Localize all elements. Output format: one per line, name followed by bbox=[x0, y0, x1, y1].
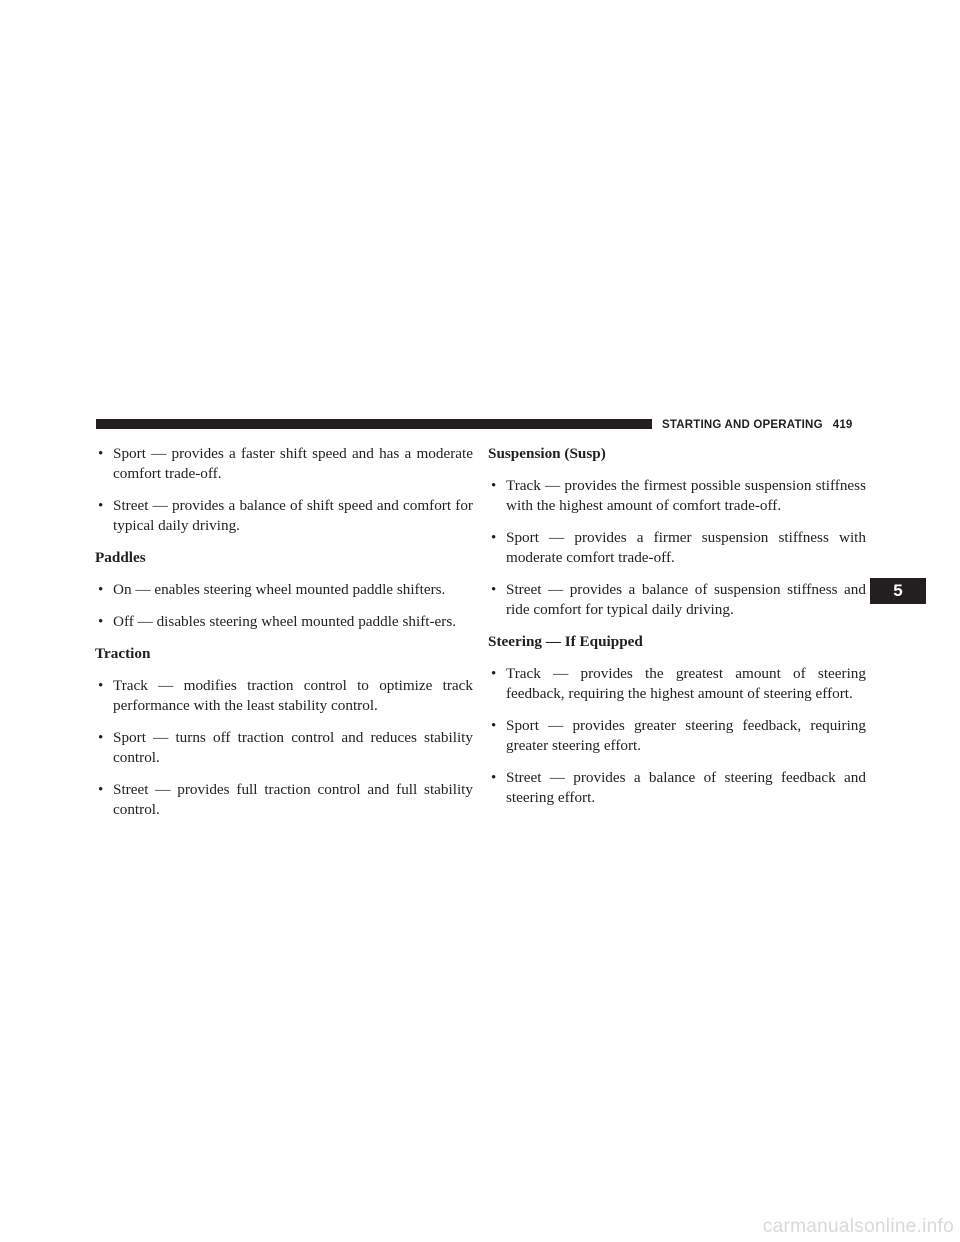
list-item: • Track — provides the greatest amount of steering feedback, requiring the highest amount of steering effort. bbox=[491, 665, 866, 702]
bullet-icon: • bbox=[98, 582, 104, 598]
bullet-icon: • bbox=[98, 678, 104, 694]
list-item: • Sport — provides a faster shift speed and has a moderate comfort trade-off. bbox=[98, 445, 473, 482]
bullet-icon: • bbox=[98, 614, 104, 630]
list-item: • Street — provides a balance of shift speed and comfort for typical daily driving. bbox=[98, 497, 473, 534]
bullet-icon: • bbox=[98, 782, 104, 798]
chapter-tab: 5 bbox=[870, 578, 926, 604]
bullet-icon: • bbox=[491, 530, 497, 546]
suspension-heading: Suspension (Susp) bbox=[488, 445, 606, 462]
page-number: 419 bbox=[832, 419, 853, 431]
running-header bbox=[662, 417, 872, 433]
bullet-icon: • bbox=[491, 478, 497, 494]
list-item: • On — enables steering wheel mounted paddle shifters. bbox=[98, 581, 446, 598]
list-item: • Track — modifies traction control to optimize track performance with the least stability control. bbox=[98, 677, 473, 714]
bullet-icon: • bbox=[98, 730, 104, 746]
left-column bbox=[95, 444, 473, 832]
section-title: STARTING AND OPERATING bbox=[662, 419, 823, 431]
bullet-icon: • bbox=[491, 770, 497, 786]
list-item: • Street — provides full traction control and full stability control. bbox=[98, 781, 473, 818]
steering-heading: Steering — If Equipped bbox=[488, 633, 643, 650]
list-item: • Street — provides a balance of steering feedback and steering effort. bbox=[491, 769, 866, 806]
bullet-icon: • bbox=[98, 446, 104, 462]
list-item: • Sport — provides a firmer suspension stiffness with moderate comfort trade-off. bbox=[491, 529, 866, 566]
bullet-icon: • bbox=[98, 498, 104, 514]
list-item: • Off — disables steering wheel mounted paddle shift-ers. bbox=[98, 613, 457, 630]
list-item: • Street — provides a balance of suspension stiffness and ride comfort for typical daily driving. bbox=[491, 581, 866, 618]
paddles-heading: Paddles bbox=[95, 549, 146, 566]
bullet-icon: • bbox=[491, 718, 497, 734]
right-column bbox=[488, 444, 866, 820]
list-item: • Track — provides the firmest possible suspension stiffness with the highest amount of comfort trade-off. bbox=[491, 477, 866, 514]
header-rule bbox=[96, 419, 652, 429]
bullet-icon: • bbox=[491, 582, 497, 598]
list-item: • Sport — turns off traction control and reduces stability control. bbox=[98, 729, 473, 766]
watermark: carmanualsonline.info bbox=[762, 1216, 954, 1237]
list-item: • Sport — provides greater steering feedback, requiring greater steering effort. bbox=[491, 717, 866, 754]
bullet-icon: • bbox=[491, 666, 497, 682]
traction-heading: Traction bbox=[95, 645, 151, 662]
